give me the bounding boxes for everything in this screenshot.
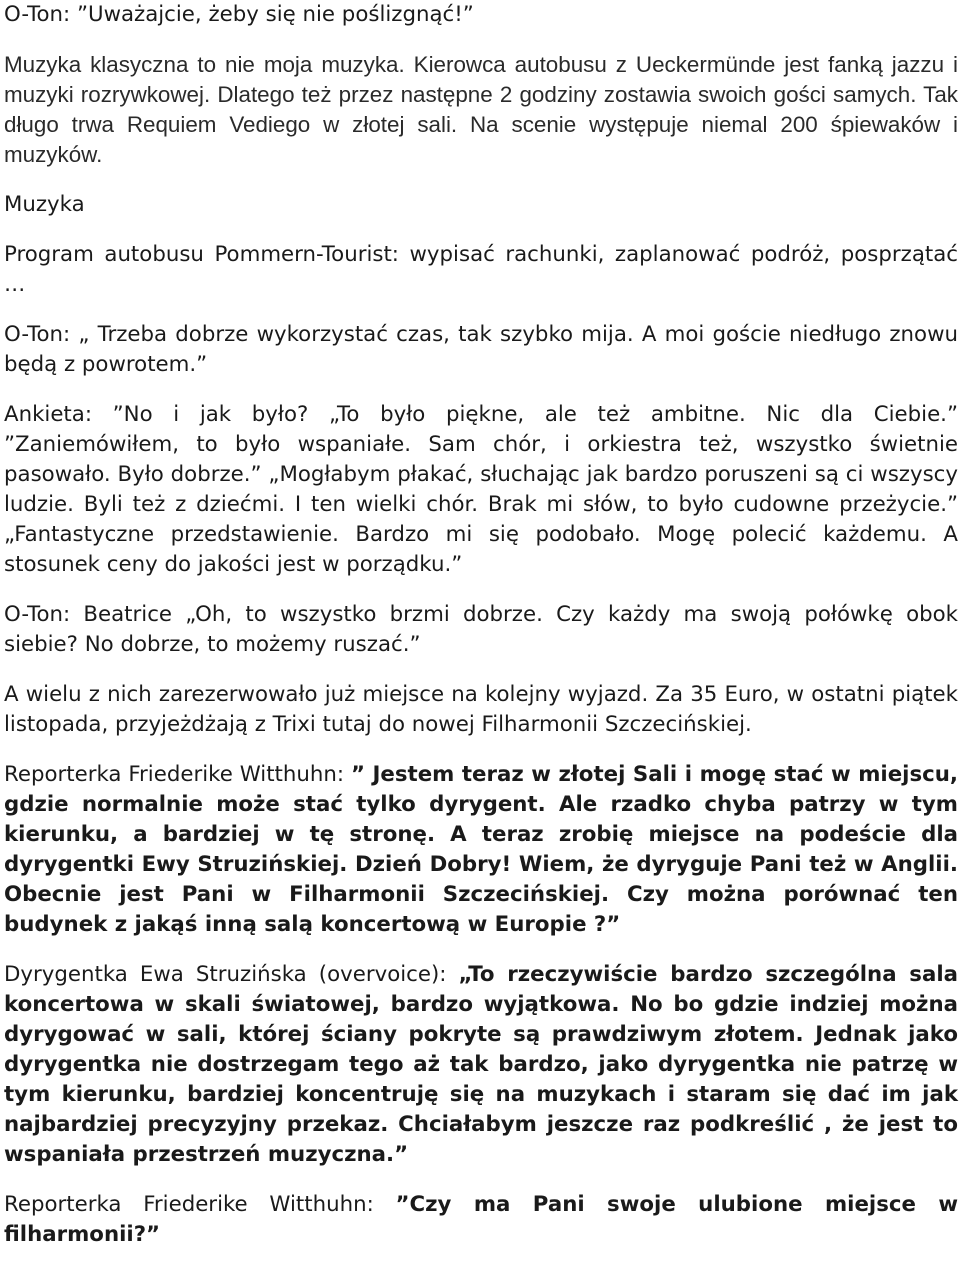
- paragraph-5: O-Ton: „ Trzeba dobrze wykorzystać czas, tak szybko mija. A moi goście niedługo znowu będą z powrotem.”: [4, 322, 958, 377]
- paragraph-7: O-Ton: Beatrice „Oh, to wszystko brzmi dobrze. Czy każdy ma swoją połówkę obok siebie? No dobrze, to możemy ruszać.”: [4, 602, 958, 657]
- speech-text: „To rzeczywiście bardzo szczególna sala koncertowa w skali światowej, bardzo wyjątkowa. No bo gdzie indziej można dyrygować w sali, której ściany pokryte są prawdziwym złotem. Jednak jako dyrygentka nie dostrzegam tego aż tak bardzo, jako dyrygentka nie patrzę w tym kierunku, bardziej koncentruję się na muzykach i staram się dać im jak najbardziej precyzyjny przekaz. Chciałabym jeszcze raz podkreślić , że jest to wspaniała przestrzeń muzyczna.”: [4, 962, 958, 1167]
- paragraph-1: O-Ton: ”Uważajcie, żeby się nie poślizgnąć!”: [4, 2, 474, 27]
- paragraph-3: Muzyka: [4, 192, 85, 217]
- paragraph-2: Muzyka klasyczna to nie moja muzyka. Kierowca autobusu z Ueckermünde jest fanką jazzu i muzyki rozrywkowej. Dlatego też przez następne 2 godziny zostawia swoich gości samych. Tak długo trwa Requiem Vediego w złotej sali. Na scenie występuje niemal 200 śpiewaków i muzyków.: [4, 52, 958, 167]
- paragraph-4: Program autobusu Pommern-Tourist: wypisać rachunki, zaplanować podróż, posprzątać …: [4, 242, 958, 297]
- speech-text: ”Czy ma Pani swoje ulubione miejsce w filharmonii?”: [4, 1192, 959, 1247]
- paragraph-10: [4, 960, 958, 1170]
- paragraph-6: Ankieta: ”No i jak było? „To było piękne, ale też ambitne. Nic dla Ciebie.” ”Zaniemówiłem, to było wspaniałe. Sam chór, i orkiestra też, wszystko świetnie pasowało. Było dobrze.” „Mogłabym płakać, słuchając jak bardzo poruszeni są ci wszyscy ludzie. Byli też z dziećmi. I ten wielki chór. Brak mi słów, to było cudowne przeżycie.” „Fantastyczne przedstawienie. Bardzo mi się podobało. Mogę polecić każdemu. A stosunek ceny do jakości jest w porządku.”: [4, 402, 958, 577]
- document-page: [4, 0, 958, 1250]
- paragraph-8: A wielu z nich zarezerwowało już miejsce na kolejny wyjazd. Za 35 Euro, w ostatni piątek listopada, przyjeżdżają z Trixi tutaj do nowej Filharmonii Szczecińskiej.: [4, 682, 958, 737]
- speaker-label: Reporterka Friederike Witthuhn:: [4, 1192, 396, 1217]
- paragraph-11: [4, 1190, 958, 1250]
- speaker-label: Reporterka Friederike Witthuhn:: [4, 762, 351, 787]
- speaker-label: Dyrygentka Ewa Struzińska (overvoice):: [4, 962, 459, 987]
- paragraph-9: [4, 760, 958, 940]
- speech-text: ” Jestem teraz w złotej Sali i mogę stać w miejscu, gdzie normalnie może stać tylko dyrygent. Ale rzadko chyba patrzy w tym kierunku, a bardziej w tę stronę. A teraz zrobię miejsce na podeście dla dyrygentki Ewy Struzińskiej. Dzień Dobry! Wiem, że dyryguje Pani też w Anglii. Obecnie jest Pani w Filharmonii Szczecińskiej. Czy można porównać ten budynek z jakąś inną salą koncertową w Europie ?”: [4, 762, 959, 937]
